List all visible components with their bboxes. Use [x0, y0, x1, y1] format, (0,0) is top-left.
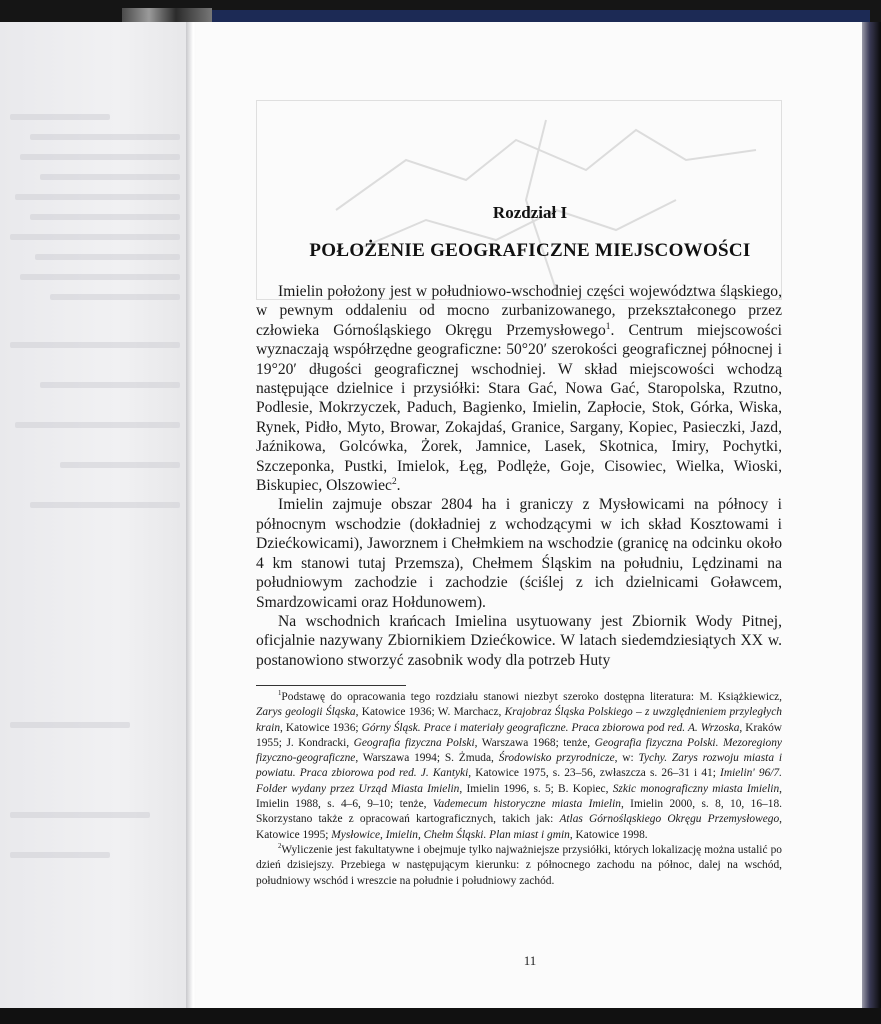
- footnote-text: , Katowice 1936; W. Marchacz,: [355, 706, 505, 719]
- bleed-through-line: [40, 382, 180, 388]
- bleed-through-line: [20, 154, 180, 160]
- bleed-through-line: [60, 462, 180, 468]
- footnote-text: , w:: [614, 752, 639, 765]
- paragraph-text: Imielin położony jest w południowo-wschodniej części województwa śląskiego, w pewnym oddaleniu od mocno zurbanizowanego, przekształconego przez człowieka Górnośląskiego Okręgu Przemysłowego: [256, 283, 782, 339]
- bleed-through-line: [20, 274, 180, 280]
- footnote-text: , Imielin 2000, s. 8, 10, 16–18. Skorzystano także z opracowań kartograficznych, takich jak:: [256, 798, 782, 826]
- footnote-title: Środowisko przyrodnicze: [498, 752, 615, 765]
- footnote-text: , Katowice 1975, s. 23–56, zwłaszcza s. 26–31 i 41;: [468, 767, 721, 780]
- footnote-1: [256, 690, 782, 843]
- left-page: [0, 22, 196, 1010]
- bleed-through-line: [35, 254, 180, 260]
- footnote-title: Geografia fizyczna Polski. Mezoregiony fizyczno-geograficzne: [256, 736, 782, 765]
- footnote-text: , Warszawa 1968; tenże,: [474, 736, 595, 749]
- footnote-title: Imielin' 96/7. Folder wydany przez Urząd Miasta Imielin: [256, 767, 782, 795]
- footnote-title: Atlas Górnośląskiego Okręgu Przemysłowego: [559, 813, 780, 826]
- bleed-through-line: [30, 134, 180, 140]
- paragraph-text: . Centrum miejscowości wyznaczają współrzędne geograficzne: 50°20′ szerokości geograficznej północnej i 19°20′ długości geograficznej wschodniej. W skład miejscowości wchodzą następujące dzielnice i przysiółki: Stara Gać, Nowa Gać, Staropolska, Rzutno, Podlesie, Mokrzyczek, Paduch, Bagienko, Imielin, Zapłocie, Stok, Górka, Wiska, Rynek, Pidło, Myto, Browar, Zokajdaś, Granice, Sargany, Kopiec, Pasieczki, Jazd, Jaźnikowa, Golcówka, Żorek, Jamnice, Lasek, Skotnica, Imiry, Pochytki, Szczeponka, Pustki, Imielok, Łęg, Podlęże, Goje, Cisowiec, Wielka, Wioski, Biskupiec, Olszowiec: [256, 321, 783, 495]
- footnotes: [256, 690, 782, 889]
- bleed-through-line: [30, 502, 180, 508]
- footnote-title: Geografia fizyczna Polski: [353, 736, 475, 749]
- chapter-title: POŁOŻENIE GEOGRAFICZNE MIEJSCOWOŚCI: [309, 240, 751, 261]
- footnote-text: , Katowice 1998.: [569, 828, 648, 841]
- footnote-title: Krajobraz Śląska Polskiego – z uwzględnieniem przyległych krain: [256, 706, 782, 734]
- footnote-text: Podstawę do opracowania tego rozdziału stanowi niezbyt szeroko dostępna literatura: M. Książkiewicz,: [281, 691, 782, 703]
- body-text: [256, 282, 782, 670]
- paragraph: Imielin zajmuje obszar 2804 ha i graniczy z Mysłowicami na północy i północnym wschodzie (dokładniej z wchodzącymi w ich skład Kosztowami i Dziećkowicami), Jaworznem i Chełmkiem na wschodzie (granicę na odcinku około 4 km stanowi tutaj Przemsza), Chełmem Śląskim na południu, Lędzinami na południowym zachodzie i zachodzie (ściślej z ich dzielnicami Goławcem, Smardzowicami oraz Hołdunowem).: [256, 496, 782, 611]
- footnote-text: Wyliczenie jest fakultatywne i obejmuje tylko najważniejsze przysiółki, których lokalizację można ustalić po dzień dzisiejszy. Przebiega w następującym kierunku: z północnego zachodu na północ, dalej na wschód, południowy wschód i wreszcie na południe i południowy zachód.: [256, 843, 782, 887]
- paragraph: [256, 282, 782, 495]
- footnote-title: Górny Śląsk. Prace i materiały geograficzne. Praca zbiorowa pod red. A. Wrzoska: [361, 721, 740, 734]
- bleed-through-line: [10, 114, 110, 120]
- bleed-through-line: [50, 294, 180, 300]
- bleed-through-line: [15, 422, 180, 428]
- footnote-text: , Katowice 1936;: [280, 721, 362, 734]
- footnote-rule: [256, 685, 406, 686]
- footnote-ref: 1: [605, 321, 611, 332]
- bleed-through-line: [10, 812, 150, 818]
- chapter-label: Rozdział I: [492, 203, 568, 222]
- bleed-through-line: [10, 342, 180, 348]
- bleed-through-map: [256, 100, 782, 300]
- footnote-text: , Warszawa 1994; S. Żmuda,: [355, 752, 499, 765]
- paragraph: Na wschodnich krańcach Imielina usytuowany jest Zbiornik Wody Pitnej, oficjalnie nazywany Zbiornikiem Dziećkowice. W latach siedemdziesiątych XX w. postanowiono stworzyć zasobnik wody dla potrzeb Huty: [256, 612, 782, 669]
- footnote-ref: 2: [391, 476, 397, 487]
- page-number: 11: [523, 953, 537, 968]
- paragraph-text: .: [396, 477, 401, 495]
- footnote-text: , Katowice 1995;: [256, 813, 782, 841]
- footnote-title: Szkic monograficzny miasta Imielin: [612, 782, 780, 795]
- footnote-2: [256, 843, 782, 889]
- footnote-title: Mysłowice, Imielin, Chełm Śląski. Plan miast i gmin: [331, 828, 570, 841]
- footnote-title: Zarys geologii Śląska: [256, 706, 356, 719]
- bleed-through-line: [40, 174, 180, 180]
- scanner-right-border: [862, 22, 881, 1012]
- footnote-title: Tychy. Zarys rozwoju miasta i powiatu. Praca zbiorowa pod red. J. Kantyki: [256, 752, 783, 780]
- footnote-number: 2: [278, 843, 282, 851]
- footnote-number: 1: [278, 690, 282, 698]
- footnote-text: , Imielin 1988, s. 4–6, 9–10; tenże,: [256, 782, 783, 811]
- scanner-bottom-border: [0, 1008, 881, 1024]
- footnote-text: , Imielin 1996, s. 5; B. Kopiec,: [459, 782, 613, 795]
- footnote-text: , Kraków 1955; J. Kondracki,: [256, 721, 782, 749]
- footnote-title: Vademecum historyczne miasta Imielin: [432, 798, 621, 811]
- bleed-through-line: [10, 722, 130, 728]
- bleed-through-line: [10, 234, 180, 240]
- bleed-through-line: [10, 852, 110, 858]
- bleed-through-line: [30, 214, 180, 220]
- bleed-through-line: [15, 194, 180, 200]
